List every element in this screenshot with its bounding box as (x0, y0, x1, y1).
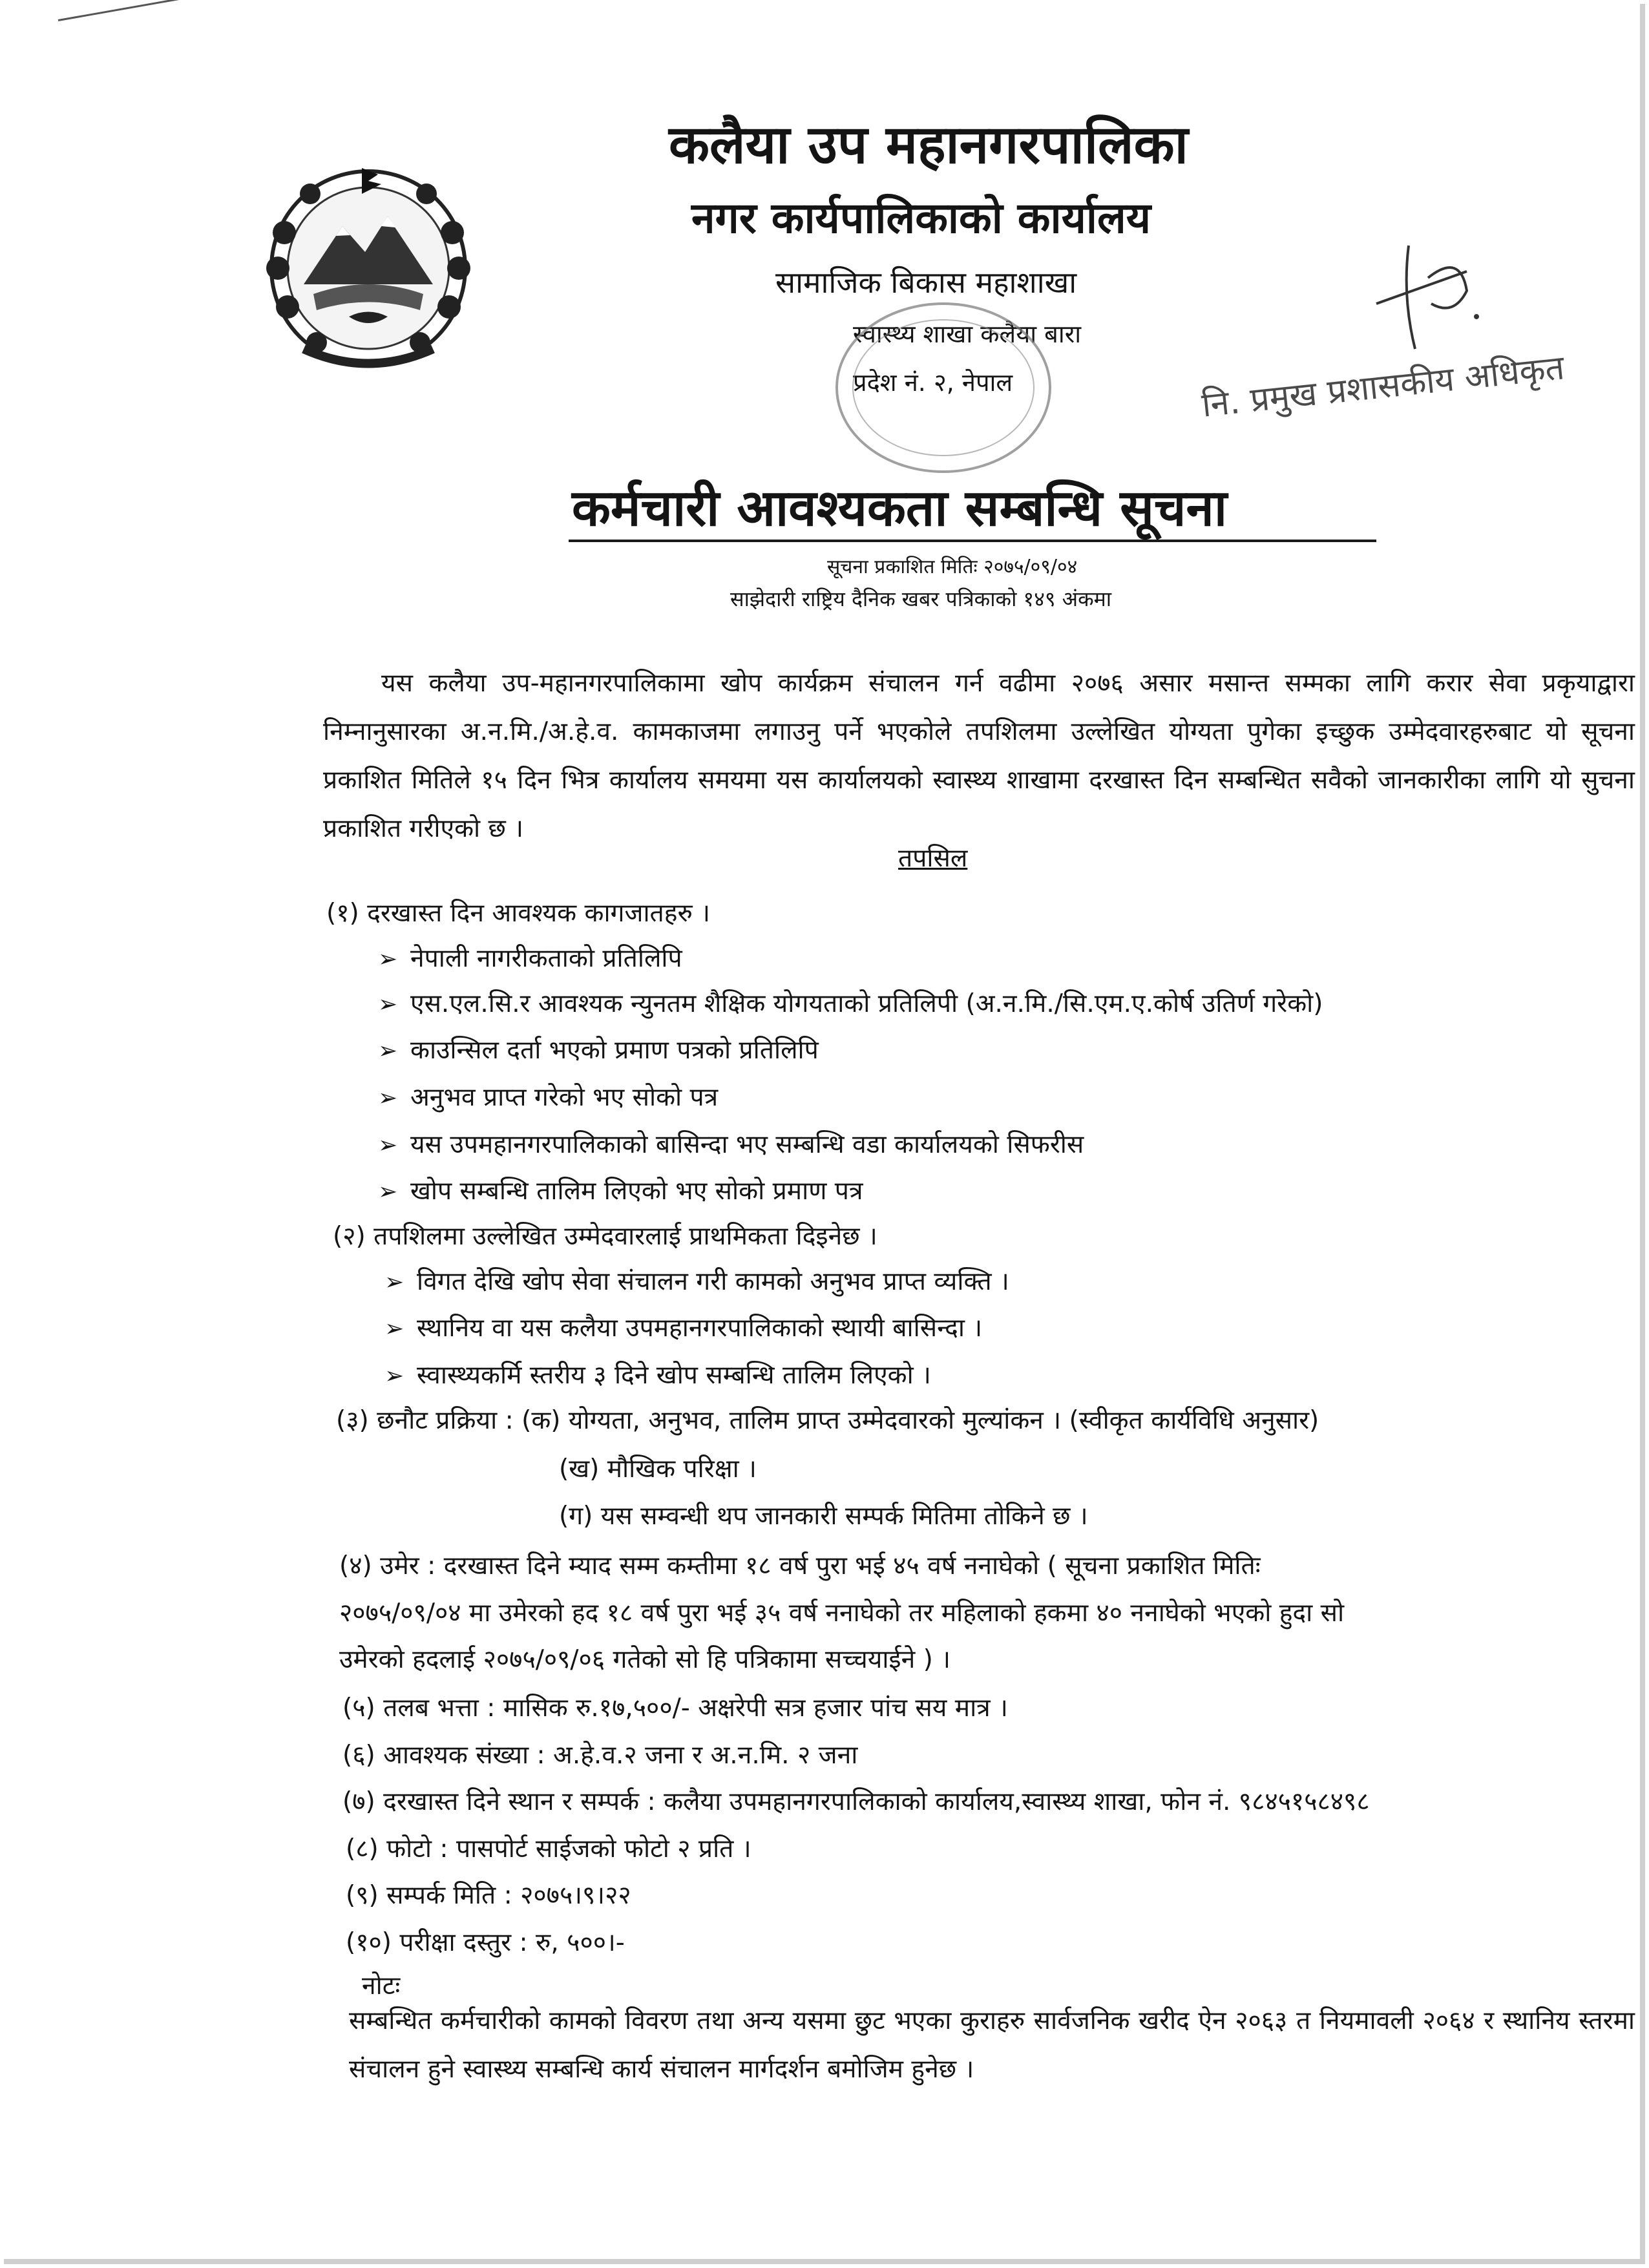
section-name: स्वास्थ्य शाखा कलैया बारा (853, 320, 1082, 348)
section8-photo: (८) फोटो : पासपोर्ट साईजको फोटो २ प्रति । (346, 1834, 751, 1864)
section1-heading: (१) दरखास्त दिन आवश्यक कागजातहरु । (326, 899, 710, 928)
officer-stamp: नि. प्रमुख प्रशासकीय अधिकृत (1200, 348, 1566, 425)
list-item: ➢ स्वास्थ्यकर्मि स्तरीय ३ दिने खोप सम्बन्धि तालिम लिएको । (384, 1361, 931, 1390)
section3-line-a: (३) छनौट प्रक्रिया : (क) योग्यता, अनुभव, तालिम प्राप्त उम्मेदवारको मुल्यांकन । (स्वीकृत कार्यविधि अनुसार) (336, 1406, 1319, 1435)
list-item: ➢ खोप सम्बन्धि तालिम लिएको भए सोको प्रमाण पत्र (378, 1177, 863, 1206)
arrow-bullet-icon: ➢ (384, 1363, 404, 1389)
list-item: ➢ यस उपमहानगरपालिकाको बासिन्दा भए सम्बन्धि वडा कार्यालयको सिफरीस (378, 1130, 1084, 1159)
section9-contact-date: (९) सम्पर्क मिति : २०७५।९।२२ (346, 1881, 631, 1910)
municipality-name: कलैया उप महानगरपालिका (669, 114, 1188, 176)
section4-line2: २०७५/०९/०४ मा उमेरको हद १८ वर्ष पुरा भई ३५ वर्ष ननाघेको तर महिलाको हकमा ४० ननाघेको भएको हुदा सो (339, 1599, 1345, 1628)
tapasil-heading: तपसिल (898, 844, 968, 873)
arrow-bullet-icon: ➢ (378, 1132, 398, 1159)
arrow-bullet-icon: ➢ (378, 1179, 398, 1205)
section4-line3: उमेरको हदलाई २०७५/०९/०६ गतेको सो हि पत्रिकामा सच्चयाईने ) । (339, 1645, 951, 1674)
arrow-bullet-icon: ➢ (378, 946, 398, 972)
list-item: ➢ एस.एल.सि.र आवश्यक न्युनतम शैक्षिक योगयताको प्रतिलिपी (अ.न.मि./सि.एम.ए.कोर्ष उतिर्ण गरेको) (378, 989, 1323, 1018)
note-label: नोटः (362, 1971, 401, 2000)
list-item: ➢ विगत देखि खोप सेवा संचालन गरी कामको अनुभव प्राप्त व्यक्ति । (384, 1267, 1009, 1296)
note-paragraph: सम्बन्धित कर्मचारीको कामको विवरण तथा अन्य यसमा छुट भएका कुराहरु सार्वजनिक खरीद ऐन २०६३ त नियमावली २०६४ र स्थानिय स्तरमा संचालन हुने स्वास्थ्य सम्बन्धि कार्य संचालन मार्गदर्शन बमोजिम हुनेछ । (349, 2006, 1635, 2084)
section4-line1: (४) उमेर : दरखास्त दिने म्याद सम्म कम्तीमा १८ वर्ष पुरा भई ४५ वर्ष ननाघेको ( सूचना प्रकाशित मितिः (339, 1551, 1261, 1580)
arrow-bullet-icon: ➢ (378, 1038, 398, 1064)
section2-heading: (२) तपशिलमा उल्लेखित उम्मेदवारलाई प्राथमिकता दिइनेछ । (333, 1222, 877, 1251)
list-item: ➢ नेपाली नागरीकताको प्रतिलिपि (378, 944, 682, 973)
division-name: सामाजिक बिकास महाशाखा (775, 265, 1077, 300)
arrow-bullet-icon: ➢ (384, 1269, 404, 1296)
list-item: ➢ काउन्सिल दर्ता भएको प्रमाण पत्रको प्रतिलिपि (378, 1036, 819, 1065)
handwritten-signature (1370, 226, 1486, 355)
title-underline (569, 540, 1376, 542)
list-item: ➢ स्थानिय वा यस कलैया उपमहानगरपालिकाको स्थायी बासिन्दा । (384, 1314, 983, 1343)
list-item: ➢ अनुभव प्राप्त गरेको भए सोको पत्र (378, 1083, 719, 1112)
arrow-bullet-icon: ➢ (384, 1316, 404, 1342)
province-name: प्रदेश नं. २, नेपाल (853, 368, 1013, 397)
arrow-bullet-icon: ➢ (378, 1085, 398, 1111)
arrow-bullet-icon: ➢ (378, 991, 398, 1018)
section7-contact: (७) दरखास्त दिने स्थान र सम्पर्क : कलैया उपमहानगरपालिकाको कार्यालय,स्वास्थ्य शाखा, फोन नं. ९८४५१५८४९८ (342, 1787, 1370, 1816)
section10-exam-fee: (१०) परीक्षा दस्तुर : रु, ५००।- (346, 1928, 625, 1957)
intro-paragraph: यस कलैया उप-महानगरपालिकामा खोप कार्यक्रम संचालन गर्न वढीमा २०७६ असार मसान्त सम्मका लागि करार सेवा प्रकृयाद्वारा निम्नानुसारका अ.न.मि./अ.हे.व. कामकाजमा लगाउनु पर्ने भएकोले तपशिलमा उल्लेखित योग्यता पुगेका इच्छुक उम्मेदवारहरुबाट यो सूचना प्रकाशित मितिले १५ दिन भित्र कार्यालय समयमा यस कार्यालयको स्वास्थ्य शाखामा दरखास्त दिन सम्बन्धित सवैको जानकारीका लागि यो सुचना प्रकाशित गरीएको छ । (323, 669, 1635, 843)
section5-salary: (५) तलब भत्ता : मासिक रु.१७,५००/- अक्षरेपी सत्र हजार पांच सय मात्र । (342, 1694, 1008, 1723)
notice-title: कर्मचारी आवश्यकता सम्बन्धि सूचना (572, 479, 1228, 538)
section3-line-b: (ख) मौखिक परिक्षा । (559, 1454, 757, 1484)
nepal-emblem-icon (258, 155, 478, 375)
newspaper-reference: साझेदारी राष्ट्रिय दैनिक खबर पत्रिकाको १४९ अंकमा (730, 587, 1112, 611)
office-round-stamp (827, 291, 1060, 485)
publish-date: सूचना प्रकाशित मितिः २०७५/०९/०४ (827, 556, 1078, 578)
section6-positions: (६) आवश्यक संख्या : अ.हे.व.२ जना र अ.न.मि. २ जना (342, 1741, 858, 1770)
office-name: नगर कार्यपालिकाको कार्यालय (691, 193, 1151, 243)
section3-line-c: (ग) यस सम्वन्धी थप जानकारी सम्पर्क मितिमा तोकिने छ । (559, 1502, 1088, 1531)
